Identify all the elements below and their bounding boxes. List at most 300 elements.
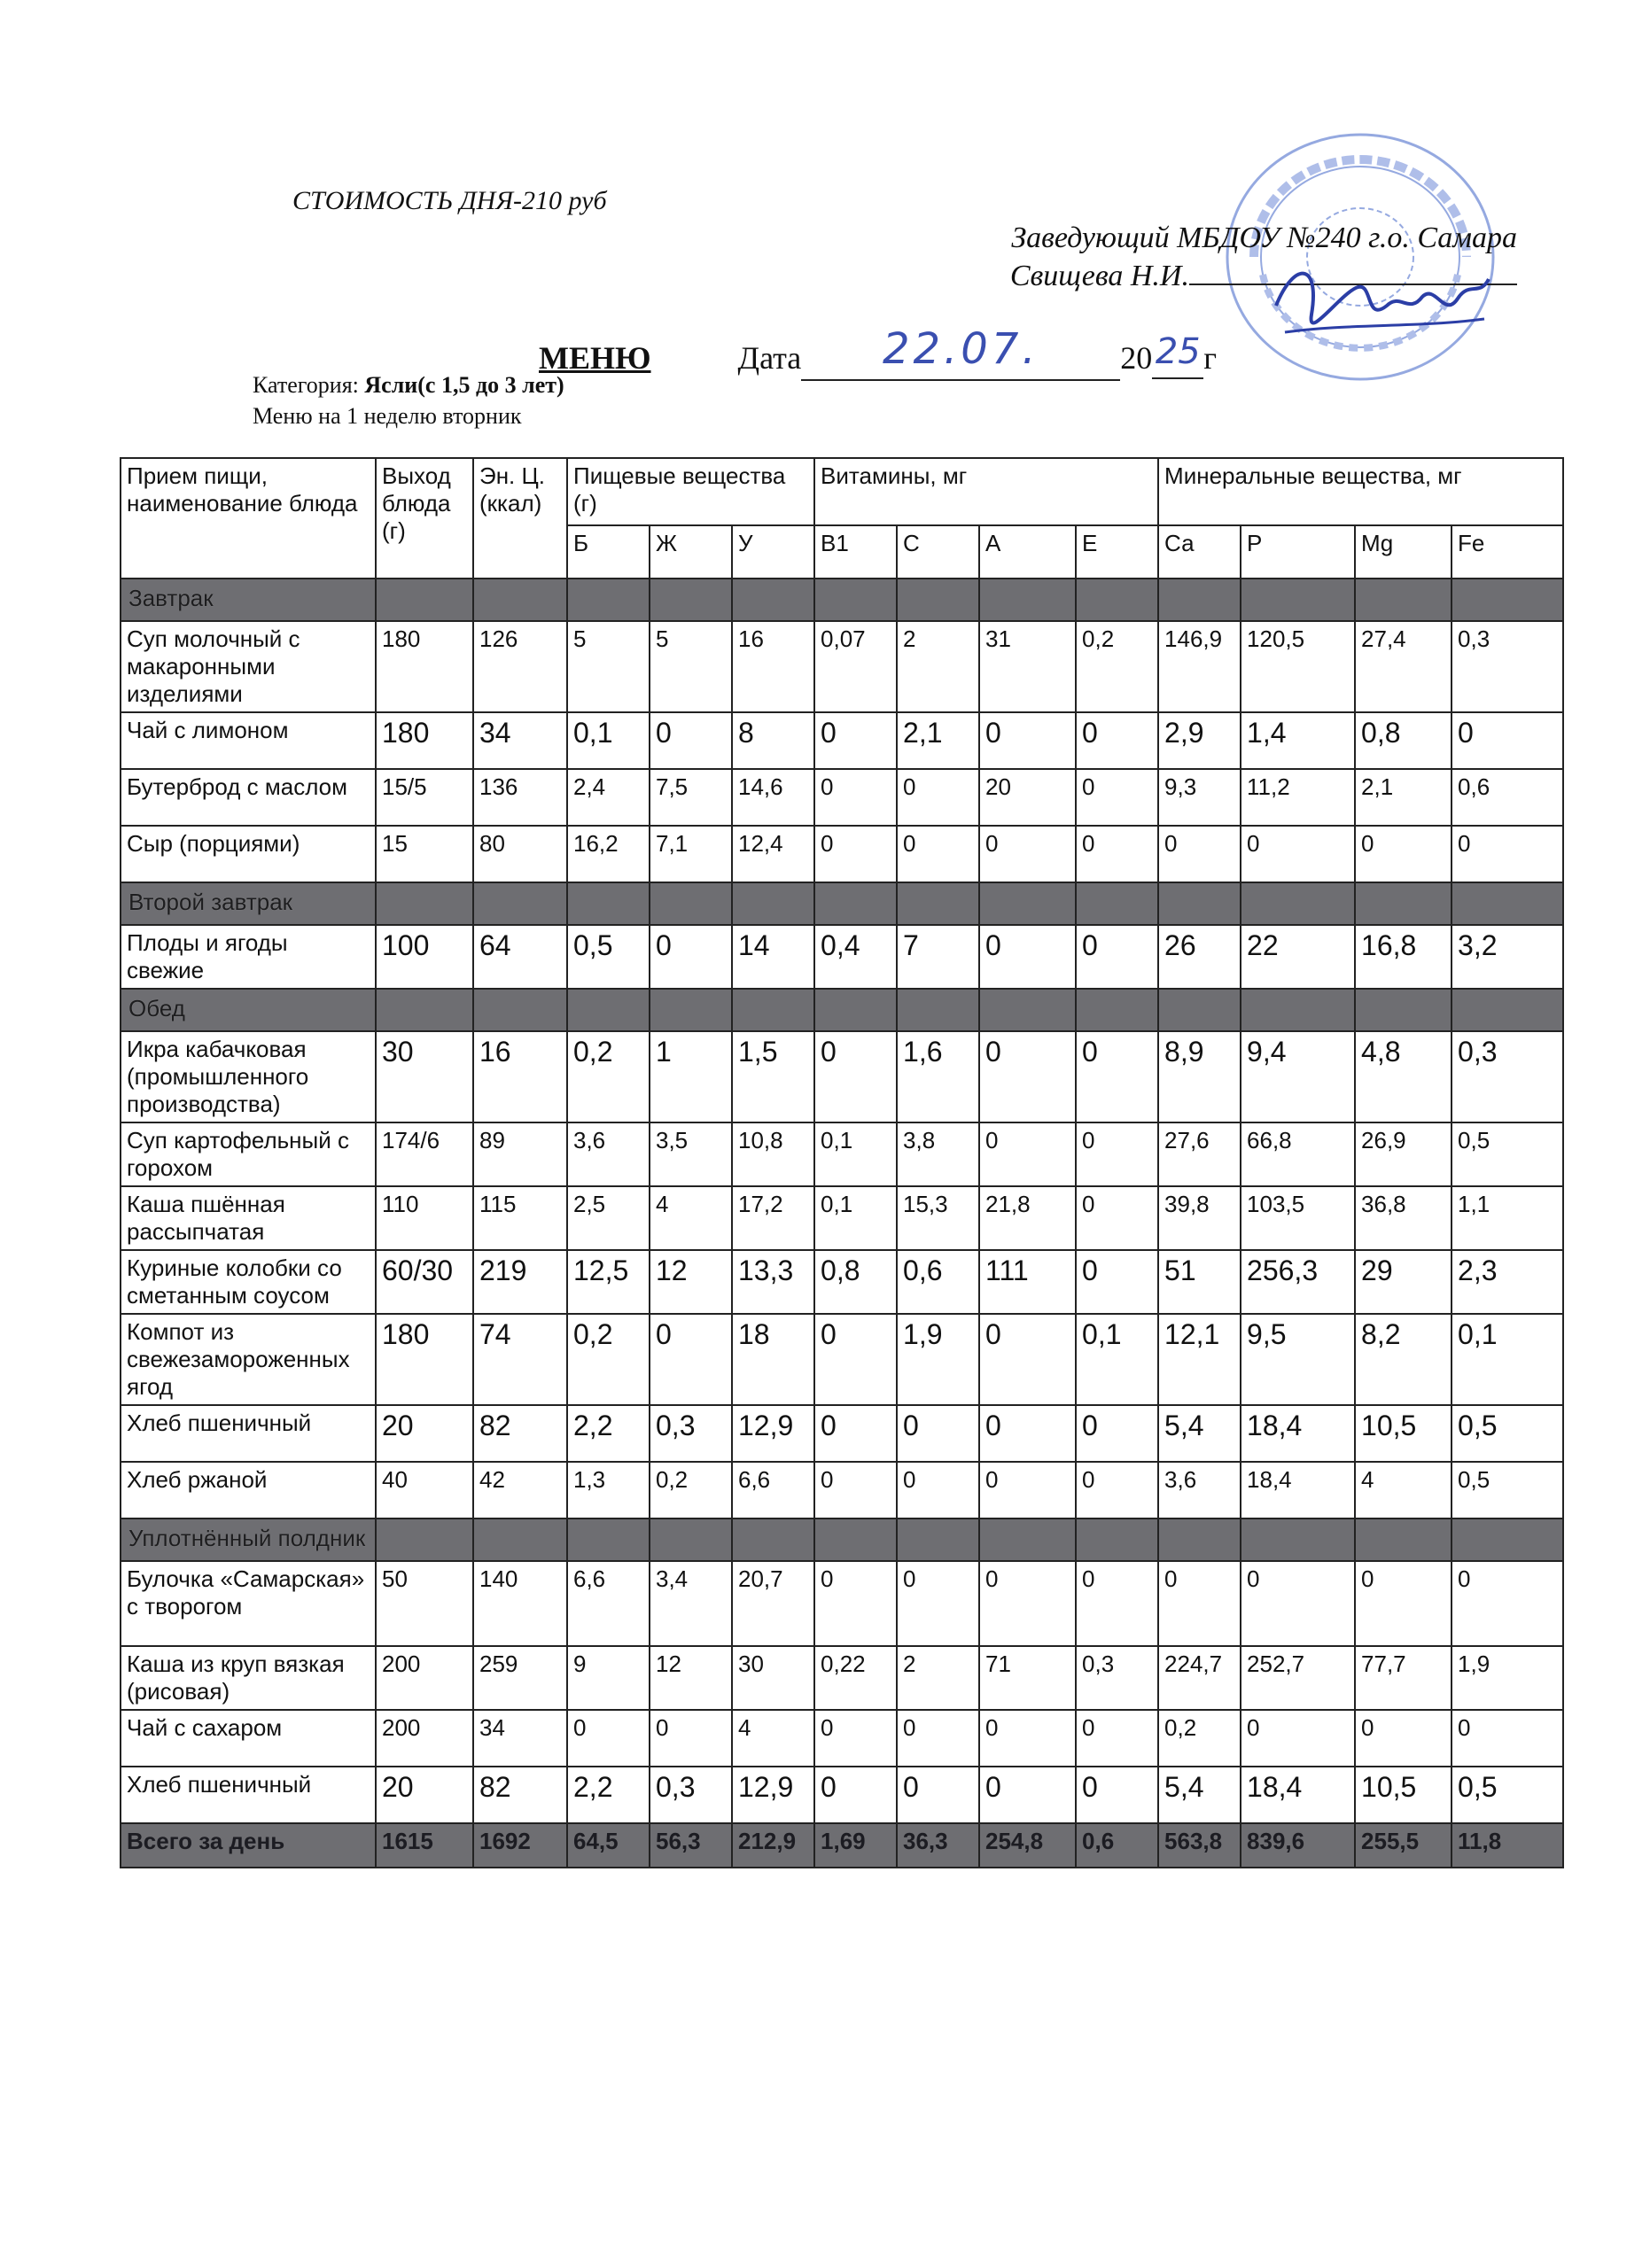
value-cell: 0 [814,712,897,769]
date-handwritten: 22.07. [882,324,1039,374]
page-title: МЕНЮ [539,340,651,376]
value-cell: 0 [1076,1186,1158,1250]
section-cell [1241,989,1355,1031]
value-cell: 0,3 [1452,1031,1563,1122]
value-cell: 20 [376,1405,473,1462]
value-cell: 0,07 [814,621,897,712]
table-row [121,1405,1563,1462]
section-cell [473,882,567,925]
value-cell: 18,4 [1241,1767,1355,1823]
value-cell: 2,1 [1355,769,1452,826]
header-output: Выход блюда (г) [376,458,473,579]
section-cell [1076,1518,1158,1561]
value-cell: 3,2 [1452,925,1563,989]
header-sub-5: А [979,525,1076,579]
value-cell: 8,9 [1158,1031,1241,1122]
section-cell [1158,579,1241,621]
dish-name: Чай с сахаром [121,1710,376,1767]
table-row [121,1186,1563,1250]
value-cell: 0,22 [814,1646,897,1710]
value-cell: 0,6 [1452,769,1563,826]
value-cell: 0 [1076,925,1158,989]
value-cell: 219 [473,1250,567,1314]
value-cell: 0 [814,1031,897,1122]
table-row [121,1314,1563,1405]
header-sub-0: Б [567,525,650,579]
value-cell: 0,2 [1158,1710,1241,1767]
value-cell: 0 [979,1122,1076,1186]
value-cell: 2 [897,621,979,712]
value-cell: 0 [979,712,1076,769]
value-cell: 0 [1076,1462,1158,1518]
total-value: 1,69 [814,1823,897,1868]
value-cell: 180 [376,1314,473,1405]
value-cell: 80 [473,826,567,882]
value-cell: 0,5 [567,925,650,989]
value-cell: 0 [1158,1561,1241,1646]
dish-name: Бутерброд с маслом [121,769,376,826]
value-cell: 0,5 [1452,1462,1563,1518]
value-cell: 5 [567,621,650,712]
table-row [121,925,1563,989]
table-row [121,1122,1563,1186]
value-cell: 51 [1158,1250,1241,1314]
value-cell: 12 [650,1646,732,1710]
value-cell: 9,4 [1241,1031,1355,1122]
section-title: Завтрак [121,579,376,621]
dish-name: Сыр (порциями) [121,826,376,882]
value-cell: 3,6 [1158,1462,1241,1518]
section-cell [650,882,732,925]
value-cell: 10,5 [1355,1405,1452,1462]
value-cell: 0 [1452,1561,1563,1646]
week-line: Меню на 1 неделю вторник [253,403,522,429]
value-cell: 0 [1076,1561,1158,1646]
section-cell [979,882,1076,925]
header-minerals: Минеральные вещества, мг [1158,458,1563,525]
section-cell [567,882,650,925]
table-row [121,1767,1563,1823]
value-cell: 13,3 [732,1250,814,1314]
value-cell: 11,2 [1241,769,1355,826]
value-cell: 20 [979,769,1076,826]
value-cell: 3,5 [650,1122,732,1186]
table-row [121,826,1563,882]
value-cell: 0 [814,1710,897,1767]
section-cell [732,989,814,1031]
value-cell: 0,3 [1452,621,1563,712]
value-cell: 12,5 [567,1250,650,1314]
value-cell: 146,9 [1158,621,1241,712]
section-cell [1158,989,1241,1031]
category-value: Ясли(с 1,5 до 3 лет) [364,372,564,398]
section-cell [376,1518,473,1561]
value-cell: 10,8 [732,1122,814,1186]
date-label: Дата [737,340,802,376]
value-cell: 0 [897,1710,979,1767]
value-cell: 0 [1076,1710,1158,1767]
section-cell [732,579,814,621]
section-cell [473,1518,567,1561]
value-cell: 1 [650,1031,732,1122]
value-cell: 0 [979,826,1076,882]
value-cell: 0,1 [814,1186,897,1250]
value-cell: 0 [1241,1561,1355,1646]
dish-name: Хлеб пшеничный [121,1767,376,1823]
value-cell: 2 [897,1646,979,1710]
value-cell: 36,8 [1355,1186,1452,1250]
value-cell: 0 [1452,826,1563,882]
value-cell: 0 [1241,1710,1355,1767]
value-cell: 5 [650,621,732,712]
section-cell [1241,1518,1355,1561]
value-cell: 5,4 [1158,1767,1241,1823]
value-cell: 0,3 [650,1767,732,1823]
dish-name: Икра кабачковая (промышленного производства) [121,1031,376,1122]
value-cell: 12,1 [1158,1314,1241,1405]
value-cell: 0 [979,1405,1076,1462]
value-cell: 30 [376,1031,473,1122]
value-cell: 0 [650,1314,732,1405]
approval-position: Заведующий МБДОУ №240 г.о. Самара [1011,221,1517,254]
value-cell: 15/5 [376,769,473,826]
value-cell: 0 [1355,1710,1452,1767]
section-row [121,579,1563,621]
dish-name: Суп картофельный с горохом [121,1122,376,1186]
value-cell: 0 [1076,769,1158,826]
value-cell: 0,3 [1076,1646,1158,1710]
value-cell: 7,1 [650,826,732,882]
value-cell: 126 [473,621,567,712]
value-cell: 0 [650,925,732,989]
section-cell [1355,1518,1452,1561]
value-cell: 1,9 [1452,1646,1563,1710]
value-cell: 1,1 [1452,1186,1563,1250]
value-cell: 0 [897,1405,979,1462]
header-sub-10: Fe [1452,525,1563,579]
dish-name: Каша из круп вязкая (рисовая) [121,1646,376,1710]
section-cell [1241,882,1355,925]
year-prefix: 20 [1120,340,1153,376]
value-cell: 103,5 [1241,1186,1355,1250]
value-cell: 0 [1076,1767,1158,1823]
value-cell: 12 [650,1250,732,1314]
value-cell: 16,2 [567,826,650,882]
total-value: 255,5 [1355,1823,1452,1868]
section-cell [650,989,732,1031]
section-cell [1355,579,1452,621]
menu-body [121,579,1563,1868]
value-cell: 0,6 [897,1250,979,1314]
value-cell: 60/30 [376,1250,473,1314]
value-cell: 15,3 [897,1186,979,1250]
section-cell [1158,882,1241,925]
value-cell: 0,4 [814,925,897,989]
section-cell [376,989,473,1031]
value-cell: 9 [567,1646,650,1710]
total-value: 212,9 [732,1823,814,1868]
value-cell: 3,4 [650,1561,732,1646]
value-cell: 10,5 [1355,1767,1452,1823]
value-cell: 252,7 [1241,1646,1355,1710]
value-cell: 0 [897,1767,979,1823]
dish-name: Куриные колобки со сметанным соусом [121,1250,376,1314]
total-value: 0,6 [1076,1823,1158,1868]
section-cell [814,579,897,621]
value-cell: 0 [897,769,979,826]
value-cell: 0,5 [1452,1122,1563,1186]
value-cell: 9,5 [1241,1314,1355,1405]
value-cell: 6,6 [567,1561,650,1646]
section-row [121,989,1563,1031]
header-sub-4: С [897,525,979,579]
value-cell: 0,3 [650,1405,732,1462]
value-cell: 4,8 [1355,1031,1452,1122]
value-cell: 1,9 [897,1314,979,1405]
section-cell [567,989,650,1031]
table-row [121,769,1563,826]
table-row [121,1031,1563,1122]
value-cell: 200 [376,1710,473,1767]
header-nutrients: Пищевые вещества (г) [567,458,814,525]
value-cell: 18,4 [1241,1462,1355,1518]
value-cell: 0 [897,826,979,882]
header-energy: Эн. Ц. (ккал) [473,458,567,579]
section-title: Уплотнённый полдник [121,1518,376,1561]
dish-name: Суп молочный с макаронными изделиями [121,621,376,712]
value-cell: 12,4 [732,826,814,882]
value-cell: 0 [814,1405,897,1462]
dish-name: Каша пшённая рассыпчатая [121,1186,376,1250]
header-sub-6: Е [1076,525,1158,579]
value-cell: 64 [473,925,567,989]
value-cell: 0 [1158,826,1241,882]
value-cell: 0 [979,925,1076,989]
header-dish: Прием пищи, наименование блюда [121,458,376,579]
value-cell: 15 [376,826,473,882]
value-cell: 4 [732,1710,814,1767]
value-cell: 0 [1076,826,1158,882]
value-cell: 180 [376,712,473,769]
dish-name: Компот из свежезамороженных ягод [121,1314,376,1405]
value-cell: 30 [732,1646,814,1710]
value-cell: 82 [473,1767,567,1823]
value-cell: 3,8 [897,1122,979,1186]
value-cell: 0,8 [1355,712,1452,769]
value-cell: 29 [1355,1250,1452,1314]
total-value: 563,8 [1158,1823,1241,1868]
value-cell: 0 [1076,712,1158,769]
value-cell: 1,3 [567,1462,650,1518]
value-cell: 34 [473,712,567,769]
value-cell: 18 [732,1314,814,1405]
section-row [121,882,1563,925]
section-cell [473,989,567,1031]
value-cell: 0,1 [814,1122,897,1186]
value-cell: 20,7 [732,1561,814,1646]
menu-table [120,457,1564,1868]
section-cell [979,989,1076,1031]
category-label: Категория: [253,372,359,398]
dish-name: Булочка «Самарская» с творогом [121,1561,376,1646]
value-cell: 0 [897,1561,979,1646]
section-cell [814,989,897,1031]
value-cell: 0,1 [1076,1314,1158,1405]
section-cell [897,579,979,621]
value-cell: 0 [1452,1710,1563,1767]
value-cell: 14,6 [732,769,814,826]
total-row [121,1823,1563,1868]
value-cell: 0,1 [1452,1314,1563,1405]
value-cell: 9,3 [1158,769,1241,826]
value-cell: 2,2 [567,1767,650,1823]
table-row [121,1710,1563,1767]
value-cell: 16 [473,1031,567,1122]
header-sub-2: У [732,525,814,579]
value-cell: 140 [473,1561,567,1646]
dish-name: Хлеб пшеничный [121,1405,376,1462]
section-cell [814,882,897,925]
header-sub-7: Са [1158,525,1241,579]
value-cell: 40 [376,1462,473,1518]
header-vitamins: Витамины, мг [814,458,1158,525]
menu-heading [539,324,1218,381]
value-cell: 18,4 [1241,1405,1355,1462]
dish-name: Плоды и ягоды свежие [121,925,376,989]
approval-name: Свищева Н.И. [1009,260,1189,292]
value-cell: 224,7 [1158,1646,1241,1710]
value-cell: 0 [979,1031,1076,1122]
value-cell: 77,7 [1355,1646,1452,1710]
value-cell: 26 [1158,925,1241,989]
value-cell: 0 [814,1462,897,1518]
table-row [121,1561,1563,1646]
value-cell: 1,4 [1241,712,1355,769]
value-cell: 8 [732,712,814,769]
section-cell [897,882,979,925]
day-cost: СТОИМОСТЬ ДНЯ-210 руб [292,186,607,215]
value-cell: 16,8 [1355,925,1452,989]
section-cell [1076,989,1158,1031]
table-row [121,712,1563,769]
value-cell: 0 [650,712,732,769]
value-cell: 2,4 [567,769,650,826]
section-cell [1158,1518,1241,1561]
year-handwritten: 25 [1155,331,1201,372]
dish-name: Хлеб ржаной [121,1462,376,1518]
total-value: 56,3 [650,1823,732,1868]
value-cell: 82 [473,1405,567,1462]
section-cell [1076,579,1158,621]
value-cell: 7 [897,925,979,989]
value-cell: 27,6 [1158,1122,1241,1186]
table-row [121,621,1563,712]
value-cell: 0,2 [650,1462,732,1518]
value-cell: 2,1 [897,712,979,769]
value-cell: 0,5 [1452,1405,1563,1462]
value-cell: 256,3 [1241,1250,1355,1314]
section-cell [979,1518,1076,1561]
section-cell [650,1518,732,1561]
value-cell: 2,3 [1452,1250,1563,1314]
total-value: 1615 [376,1823,473,1868]
value-cell: 27,4 [1355,621,1452,712]
value-cell: 0 [1355,1561,1452,1646]
value-cell: 0 [979,1710,1076,1767]
value-cell: 4 [1355,1462,1452,1518]
value-cell: 0 [814,1314,897,1405]
total-value: 1692 [473,1823,567,1868]
section-cell [1355,989,1452,1031]
value-cell: 111 [979,1250,1076,1314]
section-cell [814,1518,897,1561]
section-title: Обед [121,989,376,1031]
section-cell [1452,1518,1563,1561]
value-cell: 0 [1076,1031,1158,1122]
signature-mark [1267,244,1498,350]
section-row [121,1518,1563,1561]
section-cell [732,882,814,925]
value-cell: 16 [732,621,814,712]
section-cell [650,579,732,621]
value-cell: 71 [979,1646,1076,1710]
value-cell: 0 [650,1710,732,1767]
value-cell: 110 [376,1186,473,1250]
total-value: 64,5 [567,1823,650,1868]
value-cell: 22 [1241,925,1355,989]
value-cell: 89 [473,1122,567,1186]
value-cell: 0 [1452,712,1563,769]
value-cell: 21,8 [979,1186,1076,1250]
year-blank [1152,331,1203,379]
category-line [253,372,564,399]
value-cell: 1,6 [897,1031,979,1122]
section-cell [1076,882,1158,925]
section-cell [1452,579,1563,621]
value-cell: 0 [1076,1122,1158,1186]
value-cell: 0,2 [1076,621,1158,712]
value-cell: 0,1 [567,712,650,769]
value-cell: 0 [1241,826,1355,882]
value-cell: 2,5 [567,1186,650,1250]
section-cell [732,1518,814,1561]
value-cell: 259 [473,1646,567,1710]
value-cell: 0 [814,1767,897,1823]
value-cell: 0 [979,1462,1076,1518]
value-cell: 50 [376,1561,473,1646]
value-cell: 174/6 [376,1122,473,1186]
value-cell: 180 [376,621,473,712]
value-cell: 31 [979,621,1076,712]
value-cell: 14 [732,925,814,989]
value-cell: 7,5 [650,769,732,826]
value-cell: 2,2 [567,1405,650,1462]
value-cell: 5,4 [1158,1405,1241,1462]
value-cell: 0 [1355,826,1452,882]
value-cell: 4 [650,1186,732,1250]
year-suffix: г [1203,340,1218,376]
value-cell: 8,2 [1355,1314,1452,1405]
header-sub-3: B1 [814,525,897,579]
value-cell: 0,2 [567,1314,650,1405]
value-cell: 74 [473,1314,567,1405]
section-cell [473,579,567,621]
value-cell: 0 [979,1314,1076,1405]
value-cell: 12,9 [732,1767,814,1823]
table-row [121,1646,1563,1710]
section-title: Второй завтрак [121,882,376,925]
value-cell: 20 [376,1767,473,1823]
